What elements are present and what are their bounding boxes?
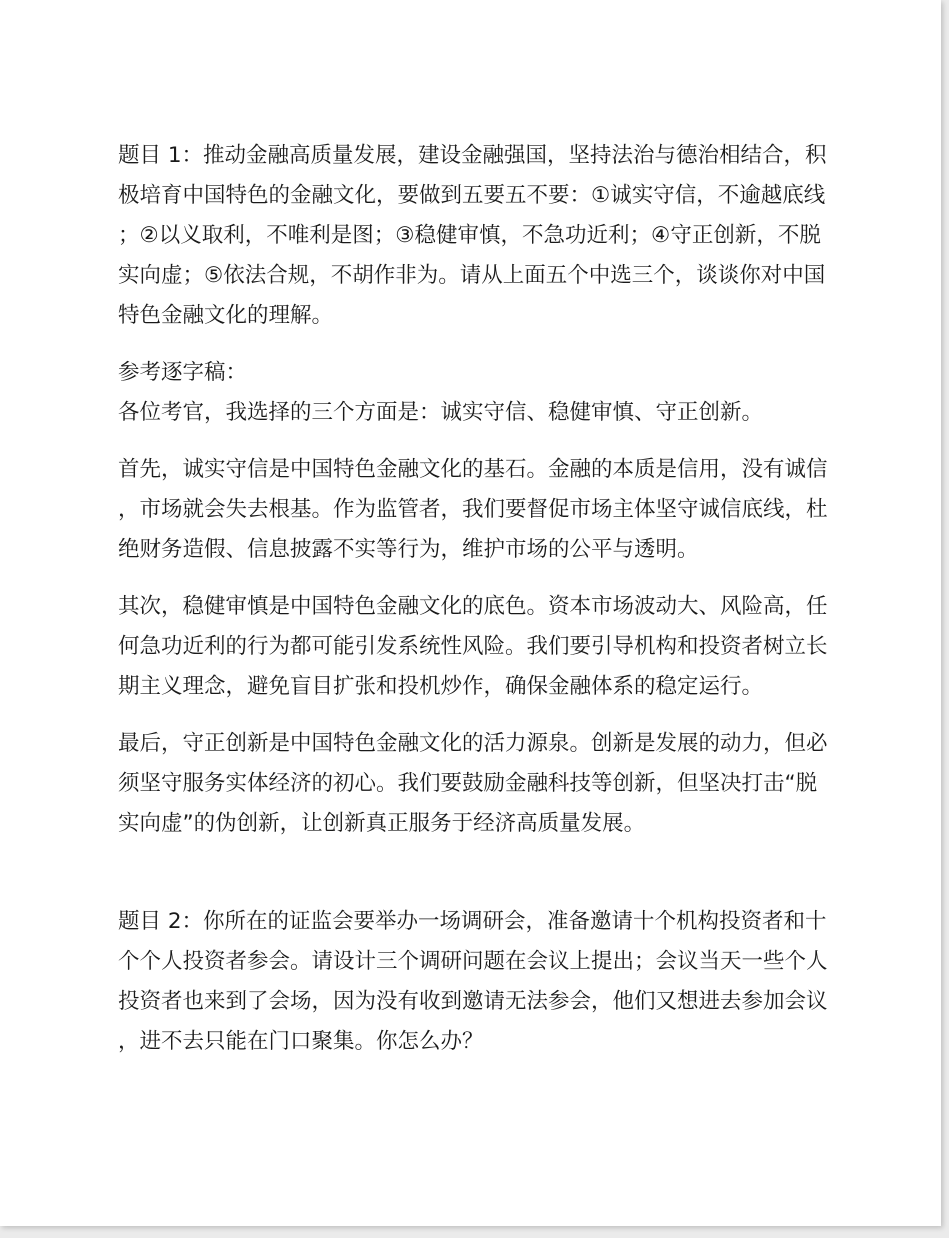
question-2-text: 题目 2：你所在的证监会要举办一场调研会，准备邀请十个机构投资者和十 个个人投资者参会。请设计三个调研问题在会议上提出；会议当天一些个人 投资者也来到了会场，因为没有收到邀请无法参会，他们又想进去参加会议 ，进不去只能在门口聚集。你怎么办？ (118, 909, 828, 1054)
reference-intro: 各位考官，我选择的三个方面是：诚实守信、稳健审慎、守正创新。 (118, 400, 764, 425)
question-1-text: 题目 1：推动金融高质量发展，建设金融强国，坚持法治与德治相结合，积 极培育中国特色的金融文化，要做到五要五不要：①诚实守信，不逾越底线 ；②以义取利，不唯利是图；③稳健审慎，不急功近利；④守正创新，不脱 实向虚；⑤依法合规，不胡作非为。请从上面五个中选三个，谈谈你对中国 特色金融文化的理解。 (118, 143, 827, 328)
reference-paragraph-first: 首先，诚实守信是中国特色金融文化的基石。金融的本质是信用，没有诚信 ，市场就会失去根基。作为监管者，我们要督促市场主体坚守诚信底线，杜 绝财务造假、信息披露不实等行为，维护市场的公平与透明。 (118, 457, 828, 562)
reference-label: 参考逐字稿： (118, 360, 248, 385)
document-content (118, 136, 843, 1062)
reference-paragraph-second: 其次，稳健审慎是中国特色金融文化的底色。资本市场波动大、风险高，任 何急功近利的行为都可能引发系统性风险。我们要引导机构和投资者树立长 期主义理念，避免盲目扩张和投机炒作，确保金融体系的稳定运行。 (118, 594, 828, 699)
reference-paragraph-last: 最后，守正创新是中国特色金融文化的活力源泉。创新是发展的动力，但必 须坚守服务实体经济的初心。我们要鼓励金融科技等创新，但坚决打击“脱 实向虚”的伪创新，让创新真正服务于经济高质量发展。 (118, 731, 828, 836)
